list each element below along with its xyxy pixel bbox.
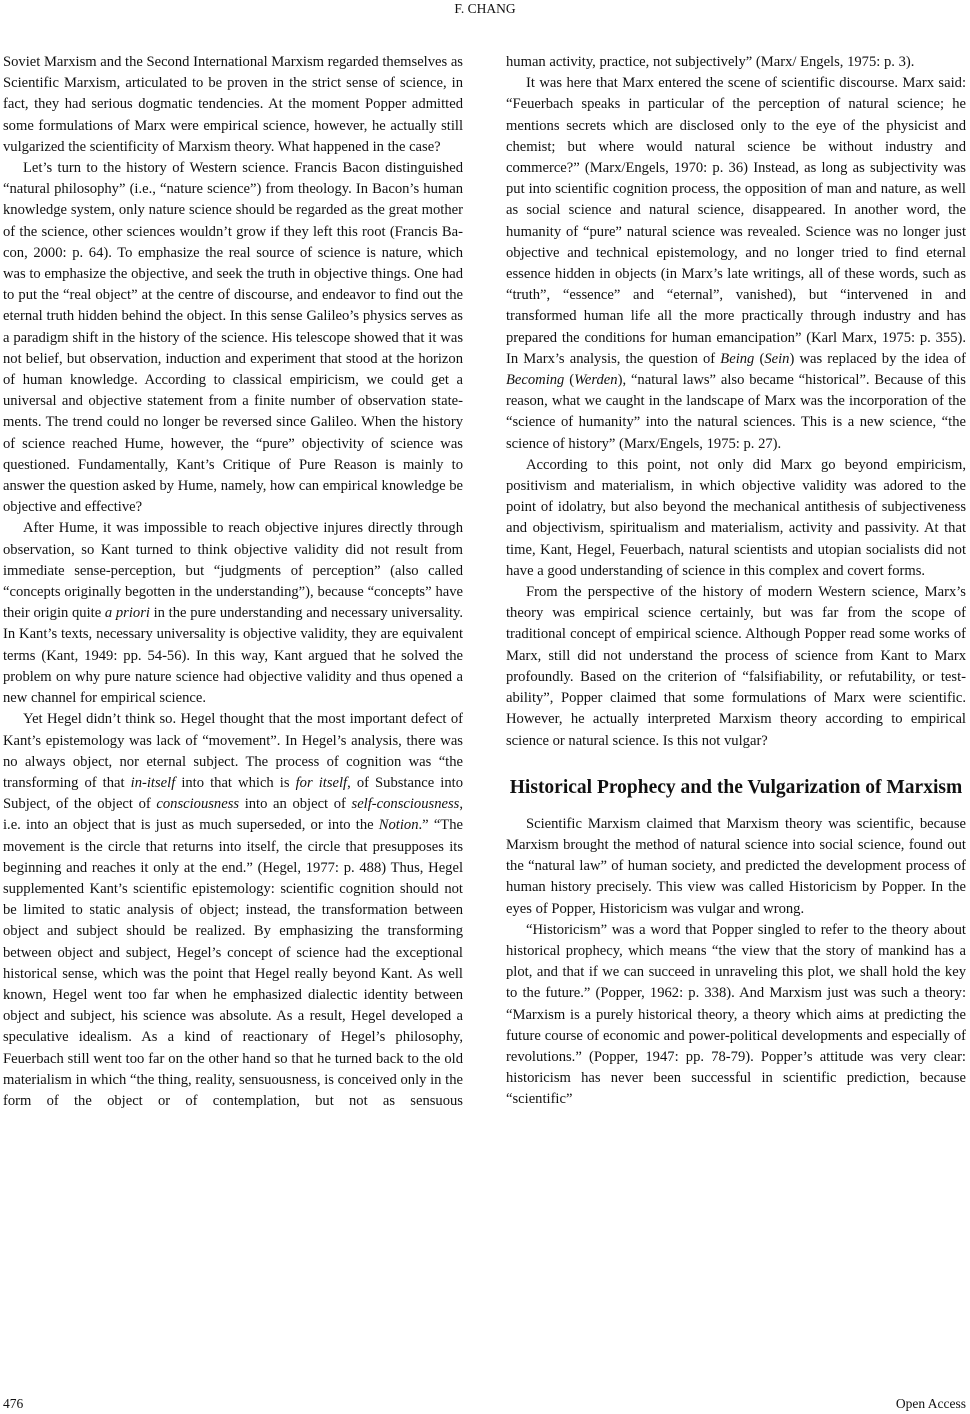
right-column xyxy=(506,52,966,1111)
paragraph: According to this point, not only did Marx go beyond empiricism, positivism and materialism, in which objective validity was adored to the point of idolatry, but also beyond the mechanical antithesis of subjectiveness and objectivism, spiritualism and materialism, activity and passivity. At that time, Kant, Hegel, Feuerbach, natural scientists and utopian socialists did not have a good understanding of science in this complex and covert forms. xyxy=(506,456,966,579)
paragraph: From the perspective of the history of modern Western science, Marx’s theory was empirical science certainly, but was far from the scope of traditional concept of empirical science. Although Popper read some works of Marx, still did not understand the process of science from Kant to Marx profoundly. Based on the criterion of “falsifiability, or refutability, or testability”, Popper claimed that some formulations of Marx were scientific. However, he actually interpreted Marxism theory according to empirical science or natural science. Is this not vulgar? xyxy=(506,584,966,749)
running-head-author: F. CHANG xyxy=(454,1,516,16)
paragraph: Soviet Marxism and the Second International Marxism regarded themselves as Scientific Marxism, articulated to be proven in the strict sense of science, in fact, they had serious dogmatic tendencies. At the moment Popper admitted some formulations of Marx were empirical science, however, he actually still vulgarized the scientificity of Marxism theory. What happened in the case? xyxy=(3,54,463,155)
paragraph: Scientific Marxism claimed that Marxism theory was scientific, because Marxism brought the method of natural science into social science, found out the “natural law” of human society, and predicted the development process of human history precisely. This view was called Historicism by Popper. In the eyes of Popper, Historicism was vulgar and wrong. xyxy=(506,815,966,917)
left-column xyxy=(3,52,463,1112)
open-access-label: Open Access xyxy=(895,1396,966,1411)
paragraph: It was here that Marx entered the scene of scientific discourse. Marx said: “Feuerbach speaks in particular of the perception of natural science; he mentions secrets which are disclosed only to the eye of the physicist and chemist; but where would natural science be without industry and commerce?” (Marx/Engels, 1970: p. 36) Instead, as long as subjectivity was put into scientific cognition process, the opposition of man and nature, as well as social science and natural science, disappeared. In another word, the humanity of “pure” natural science was revealed. Science was no longer just objective and technical epistemology, and no longer tried to find eternal essence hidden in objects (in Marx’s late writings, all of these words, such as “truth”, “essence” and “eternal”, vanished), but “intervened in and transformed human life all the more practically through industry and has prepared the conditions for human emancipation” (Karl Marx, 1975: p. 355). In Marx’s analysis, the question of Being (Sein) was replaced by the idea of Becoming (Werden), “natural laws” also became “historical”. Because of this reason, what we caught in the landscape of Marx was the incorporation of the “science of humanity” into the natural sciences. This is a new science, “the science of history” (Marx/Engels, 1975: p. 27). xyxy=(506,75,967,452)
paragraph: Yet Hegel didn’t think so. Hegel thought that the most important defect of Kant’s epistemology was lack of “movement”. In Hegel’s analysis, there was no always object, nor eternal subject. The process of cognition was “the transforming of that in-itself into that which is for itself, of Substance into Subject, of the object of consciousness into an object of self-consciousness, i.e. into an object that is just as much superseded, or into the Notion.” “The movement is the circle that returns into itself, the circle that presupposes its beginning and reaches it only at the end.” (Hegel, 1977: p. 488) Thus, Hegel supplemented Kant’s scientific epistemology: scientific cognition should not be limited to static analysis of object; instead, the transformation between object and subject should be realized. By emphasizing the transforming between object and subject, Hegel’s concept of science had the exceptional historical sense, which was the point that Hegel really beyond Kant. As well known, Hegel went too far when he emphasized dialectic identity between object and subject, his science was absolute. As a result, Hegel developed a speculative idealism. As a kind of reactionary of Hegel’s philosophy, Feuerbach still went too far on the other hand so that he turned back to the old materialism in which “the thing, reality, sensuousness, is conceived only in the form of the object or of contemplation, but not as sensuous xyxy=(3,711,463,1109)
paragraph: Let’s turn to the history of Western science. Francis Bacon distinguished “natural philosophy” (i.e., “nature science”) from theology. In Bacon’s human knowledge system, only nature science should be regarded as the great mother of the science, other sciences wouldn’t grow if they left this root (Francis Bacon, 2000: p. 64). To emphasize the real source of science is nature, which was to emphasize the objective, and seek the truth in objective things. One had to put the “real object” at the centre of discourse, and endeavor to find out the eternal truth hidden behind the object. In this sense Galileo’s physics serves as a paradigm shift in the history of the science. His telescope showed that it was not belief, but observation, induction and experiment that stood at the horizon of human knowledge. According to classical empiricism, we could get a universal and objective statement from a finite number of observation statements. The trend could no longer be reversed since Galileo. When the history of science reached Hume, however, the “pure” objectivity of science was questioned. Fundamentally, Kant’s Critique of Pure Reason is mainly to answer the question asked by Hume, namely, how can empirical knowledge be objective and effective? xyxy=(3,160,463,516)
paragraph: After Hume, it was impossible to reach objective injures directly through observation, so Kant turned to think objective validity did not result from immediate sense-perception, but “judgments of perception” (also called “concepts originally begotten in the understanding”), because “concepts” have their origin quite a priori in the pure understanding and necessary universality. In Kant’s texts, necessary universality is objective validity, they are equivalent terms (Kant, 1949: pp. 54-56). In this way, Kant argued that he solved the problem on why pure nature science had objective validity and thus opened a new channel for empirical science. xyxy=(3,520,463,707)
paragraph: “Historicism” was a word that Popper singled to refer to the theory about historical prophecy, which means “the view that the story of mankind has a plot, and that if we can succeed in unraveling this plot, we shall hold the key to the future.” (Popper, 1962: p. 338). And Marxism just was such a theory: “Marxism is a purely historical theory, a theory which aims at predicting the future course of economic and power-political developments and especially of revolutions.” (Popper, 1947: pp. 78-79). Popper’s attitude was very clear: historicism has never been successful in scientific prediction, because “scientific” xyxy=(506,921,966,1108)
paragraph: human activity, practice, not subjectively” (Marx/ Engels, 1975: p. 3). xyxy=(506,54,915,70)
page-number: 476 xyxy=(3,1396,24,1411)
section-heading: Historical Prophecy and the Vulgarization of Marxism xyxy=(509,776,963,798)
